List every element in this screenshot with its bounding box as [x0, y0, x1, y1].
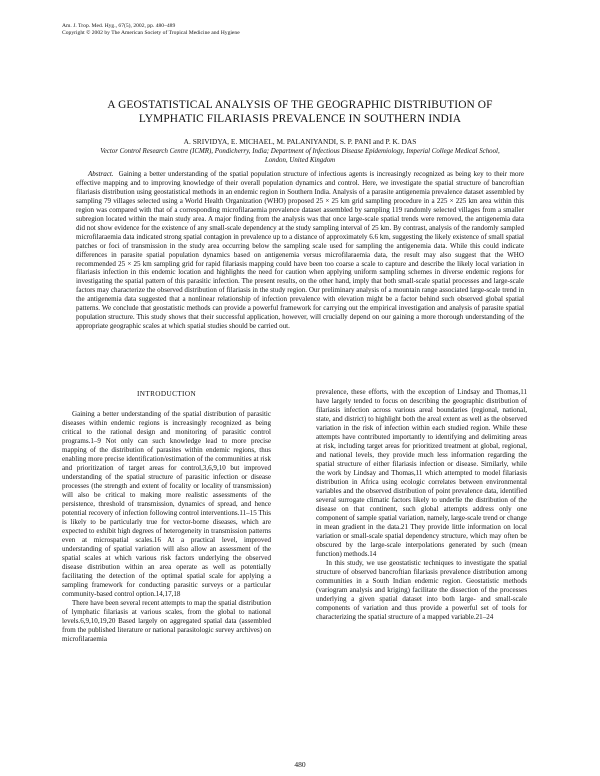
page-number: 480	[294, 760, 306, 769]
journal-citation: Am. J. Trop. Med. Hyg., 67(5), 2002, pp. 480–489	[62, 23, 176, 29]
author-affiliation: Vector Control Research Centre (ICMR), Pondicherry, India; Department of Infectious Disease Epidemiology, Imperial College Medical School, London, United Kingdom	[100, 148, 500, 164]
journal-header	[62, 23, 240, 37]
title-line-2: LYMPHATIC FILARIASIS PREVALENCE IN SOUTHERN INDIA	[138, 112, 462, 125]
intro-paragraph-3: In this study, we use geostatistic techniques to investigate the spatial structure of observed bancroftian filariasis prevalence distribution among communities in a South Indian endemic region. Geostatistic methods (variogram analysis and kriging) facilitate the dissection of the processes underlying a given spatial dataset into both large- and small-scale components of variation and thus provide a powerful set of tools for characterizing the spatial structure of a mapped variable.21–24	[316, 559, 527, 622]
intro-paragraph-2-continued: prevalence, these efforts, with the exception of Lindsay and Thomas,11 have largely tended to focus on describing the geographic distribution of filariasis infection across various areal boundaries (regional, national, state, and district) to highlight both the areal extent as well as the observed variation in the risk of infection within each studied region. While these attempts have contributed importantly to identifying and delimiting areas at risk, including target areas for prioritized treatment at global, regional, and national levels, they provide much less information regarding the spatial structure of either filariasis infection or disease. Similarly, while the work by Lindsay and Thomas,11 which attempted to model filariasis distribution in Africa using ecologic correlates between environmental variables and the observed distribution of point prevalence data, identified several surrogate climatic factors likely to underlie the distribution of the disease on that continent, such global attempts address only one component of sample spatial variation, namely, large-scale trend or change in mean gradient in the data.21 They provide little information on local variation or small-scale spatial dependency structure, which may often be obscured by the large-scale interpolations generated by such (mean function) methods.14	[316, 388, 527, 559]
right-column	[316, 388, 527, 622]
article-title	[40, 99, 560, 126]
abstract-label: Abstract.	[88, 170, 114, 178]
copyright-line: Copyright © 2002 by The American Society of Tropical Medicine and Hygiene	[62, 30, 240, 36]
intro-paragraph-1: Gaining a better understanding of the spatial distribution of parasitic diseases within endemic regions is increasingly recognized as being critical to the rational design and monitoring of parasitic control programs.1–9 Not only can such knowledge lead to more precise mapping of the distribution of parasites within endemic regions, thus enabling more precise identification/estimation of the communities at risk and prioritization of target areas for control,3,6,9,10 but improved understanding of the spatial structure of parasitic infection or disease processes (the strength and extent of focality or locality of transmission) will also be critical to making more realistic assessments of the persistence, threshold of transmission, dynamics of spread, and hence potential recovery of infection following control interventions.11–15 This is likely to be particularly true for vector-borne diseases, which are expected to exhibit high degrees of heterogeneity in transmission patterns even at microspatial scales.16 At a practical level, improved understanding of spatial variation will also allow an assessment of the spatial scales at which various risk factors underlying the observed disease distribution within an area operate as well as potentially facilitating the detection of the optimal spatial scale for applying a sampling framework for conducting parasitic surveys or a particular community-based control option.14,17,18	[62, 410, 271, 599]
abstract	[76, 170, 524, 331]
intro-paragraph-2: There have been several recent attempts to map the spatial distribution of lymphatic filariasis at various scales, from the global to national levels.6,9,10,19,20 Based largely on aggregated spatial data (assembled from the published literature or national parasitologic survey archives) on microfilaraemia	[62, 599, 271, 644]
section-heading-introduction: INTRODUCTION	[136, 390, 197, 398]
author-list: A. SRIVIDYA, E. MICHAEL, M. PALANIYANDI, S. P. PANI and P. K. DAS	[183, 137, 417, 146]
abstract-text: Gaining a better understanding of the spatial population structure of infectious agents is increasingly recognized as being key to their more effective mapping and to improving knowledge of their overall population dynamics and control. Here, we investigate the spatial structure of bancroftian filariasis distribution using geostatistical methods in an endemic region in Southern India. Analysis of a parasite antigenemia prevalence dataset assembled by sampling 79 villages selected using a World Health Organization (WHO) proposed 25 × 25 km grid sampling procedure in a 225 × 225 km area within this region was compared with that of a corresponding microfilaraemia prevalence dataset assembled by sampling 119 randomly selected villages from a smaller subregion located within the main study area. A major finding from the analysis was that once large-scale spatial trends were removed, the antigenemia data did not show evidence for the existence of any small-scale dependency at the study sampling interval of 25 km. By contrast, analysis of the randomly sampled microfilaraemia data indicated strong spatial contagion in prevalence up to a distance of approximately 6.6 km, suggesting the likely existence of small spatial patches or foci of transmission in the study area occurring below the sampling scale used for sampling the antigenemia data. While this could indicate differences in parasite spatial population dynamics based on antigenemia versus microfilaraemia data, the result may also suggest that the WHO recommended 25 × 25 km sampling grid for rapid filariasis mapping could have been too coarse a scale to capture and describe the likely local variation in filariasis infection in this endemic location and highlights the need for caution when applying uniform sampling schemes in diverse endemic regions for investigating the spatial pattern of this parasitic infection. The present results, on the other hand, imply that both small-scale spatial processes and large-scale factors may characterize the observed distribution of filariasis in the study region. Our preliminary analysis of a mountain range associated large-scale trend in the antigenemia data suggested that a nonlinear relationship of infection prevalence with elevation might be a factor behind such observed global spatial patterns. We conclude that geostatistic methods can provide a powerful framework for carrying out the empirical investigation and analysis of parasite spatial population structure. This study shows that their successful application, however, will crucially depend on our gaining a more thorough understanding of the appropriate geographic scales at which spatial studies should be carried out.	[76, 170, 524, 331]
title-line-1: A GEOSTATISTICAL ANALYSIS OF THE GEOGRAPHIC DISTRIBUTION OF	[107, 99, 493, 111]
left-column	[62, 410, 271, 644]
